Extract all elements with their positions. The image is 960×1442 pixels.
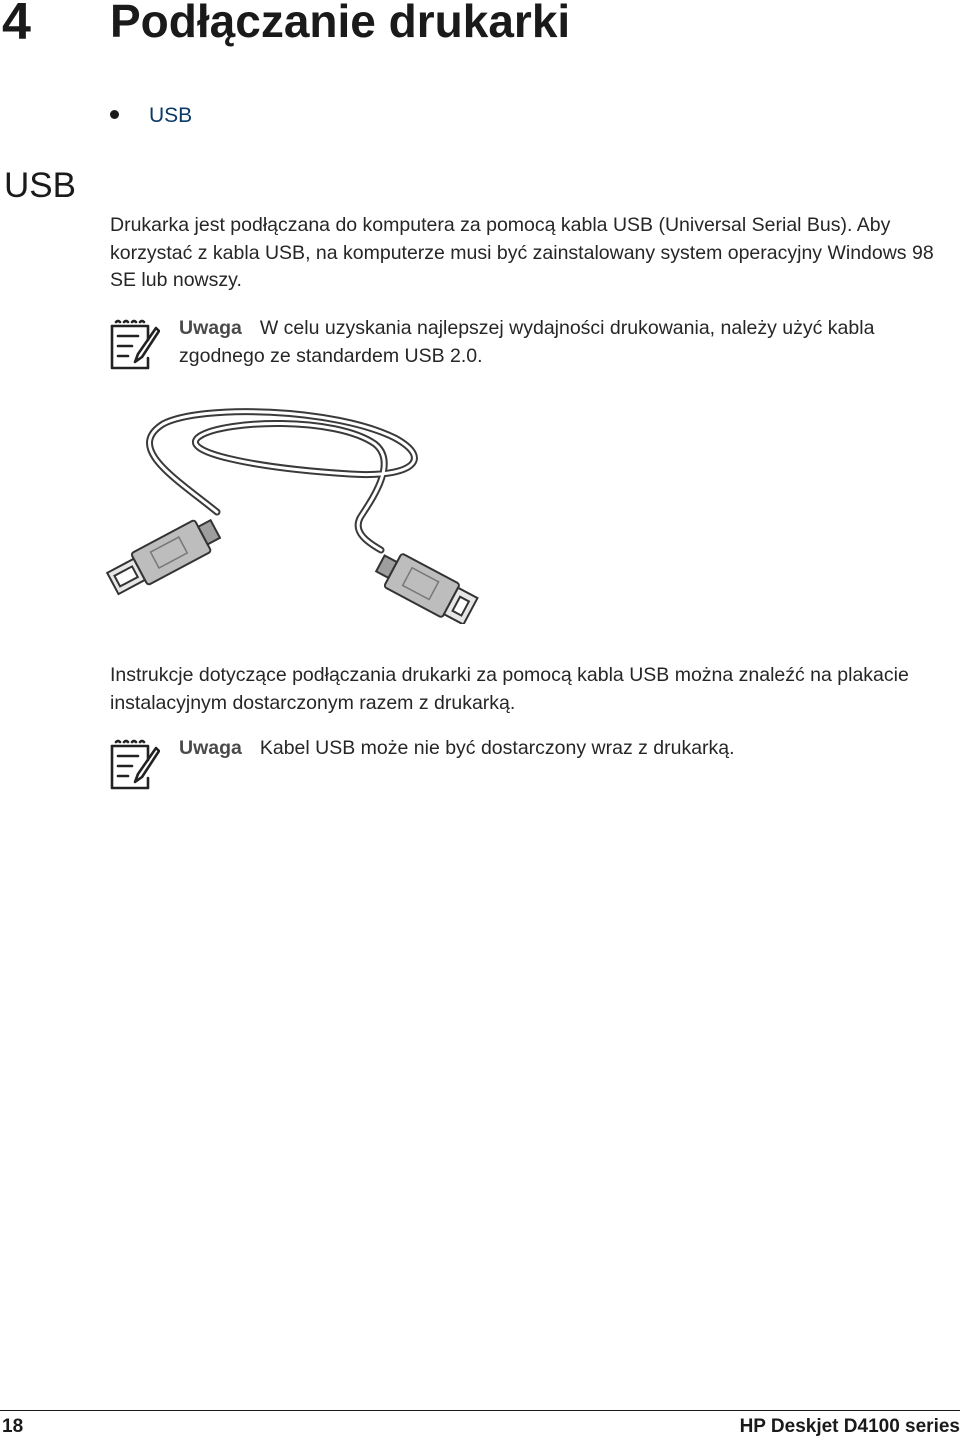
note-1 xyxy=(179,315,960,370)
usb-cable-illustration xyxy=(105,408,495,624)
note-icon xyxy=(108,738,160,790)
product-name: HP Deskjet D4100 series xyxy=(739,1416,960,1437)
toc-item-label: USB xyxy=(149,104,193,127)
section-title: USB xyxy=(4,166,76,205)
chapter-number: 4 xyxy=(2,0,31,51)
note-label: Uwaga xyxy=(179,737,242,759)
note-2 xyxy=(179,735,960,763)
note-label: Uwaga xyxy=(179,317,242,339)
note-text: W celu uzyskania najlepszej wydajności drukowania, należy użyć kabla zgodnego ze standardem USB 2.0. xyxy=(179,317,875,367)
intro-paragraph: Drukarka jest podłączana do komputera za pomocą kabla USB (Universal Serial Bus). Aby korzystać z kabla USB, na komputerze musi być zainstalowany system operacyjny Windows 98 SE lub nowszy. xyxy=(110,214,934,291)
instructions-paragraph: Instrukcje dotyczące podłączania drukarki za pomocą kabla USB można znaleźć na plakacie instalacyjnym dostarczonym razem z drukarką. xyxy=(110,664,909,714)
footer-divider xyxy=(0,1410,960,1411)
page-number: 18 xyxy=(2,1416,24,1437)
note-icon xyxy=(108,318,160,370)
toc-item-usb[interactable] xyxy=(110,104,192,128)
bullet-icon xyxy=(110,110,119,119)
chapter-title: Podłączanie drukarki xyxy=(110,0,571,47)
note-text: Kabel USB może nie być dostarczony wraz z drukarką. xyxy=(259,737,735,759)
